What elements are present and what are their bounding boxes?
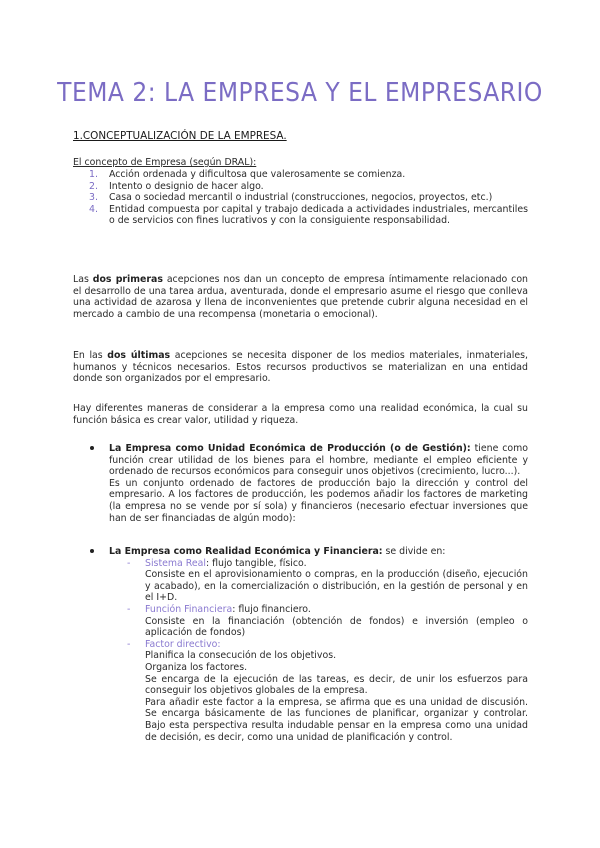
sub-item-detail: Se encarga de la ejecución de las tareas, es decir, de unir los esfuerzos para conseguir los objetivos globales de la empresa. (145, 673, 528, 697)
sub-item-label: Función Financiera (145, 603, 233, 615)
list-number: 2. (89, 180, 98, 192)
list-item (73, 204, 528, 227)
paragraph-dos-ultimas (73, 350, 528, 385)
sub-item-text: : flujo tangible, físico. (205, 557, 307, 569)
list-item-text: Entidad compuesta por capital y trabajo dedicada a actividades industriales, mercantiles o de servicios con fines lucrativos y con la consiguiente responsabilidad. (109, 203, 528, 227)
list-item-text: Casa o sociedad mercantil o industrial (construcciones, negocios, proyectos, etc.) (109, 192, 493, 204)
list-item-text: Intento o designio de hacer algo. (109, 180, 264, 192)
list-item-text: Acción ordenada y dificultosa que valerosamente se comienza. (109, 169, 406, 180)
bullet-icon (90, 549, 94, 553)
bullet-realidad-financiera (73, 546, 528, 743)
paragraph-bold: dos últimas (107, 350, 171, 361)
dash-marker: - (127, 557, 131, 569)
sub-item-sistema-real (109, 558, 528, 604)
sub-item-detail: Planifica la consecución de los objetivos. (145, 650, 337, 662)
bullet-heading: La Empresa como Unidad Económica de Producción (o de Gestión): (109, 443, 471, 454)
dash-marker: - (127, 603, 131, 615)
bullet-heading: La Empresa como Realidad Económica y Financiera: (109, 546, 383, 557)
paragraph-realidad-economica: Hay diferentes maneras de considerar a la empresa como una realidad económica, la cual su función básica es crear valor, utilidad y riqueza. (73, 403, 528, 426)
bullet-text: tiene como función crear utilidad de los bienes para el hombre, mediante el empleo eficiente y ordenado de recursos económicos para conseguir unos objetivos (crecimiento, lucro...). (109, 443, 529, 478)
sub-item-label: Factor directivo: (145, 638, 221, 650)
sub-item-detail: Consiste en el aprovisionamiento o compras, en la producción (diseño, ejecución y acabado), en la comercialización o distribución, en la gestión de personal y en el I+D. (145, 569, 528, 604)
bullet-icon (90, 446, 94, 450)
paragraph-text: En las (73, 350, 108, 361)
sub-item-text: : flujo financiero. (232, 603, 311, 615)
sub-item-funcion-financiera (109, 604, 528, 639)
paragraph-bold: dos primeras (92, 274, 163, 285)
paragraph-dos-primeras (73, 274, 528, 320)
bullet-text: Es un conjunto ordenado de factores de producción bajo la dirección y control del empresario. A los factores de producción, les podemos añadir los factores de marketing (la empresa no se vende por sí sola) y financieros (necesario efectuar inversiones que han de ser financiadas de algún modo): (109, 477, 528, 524)
list-number: 4. (89, 203, 98, 215)
list-number: 1. (89, 169, 98, 180)
list-item (73, 181, 528, 193)
sub-item-label: Sistema Real (145, 557, 206, 569)
list-number: 3. (89, 192, 98, 204)
sub-item-detail: Para añadir este factor a la empresa, se afirma que es una unidad de discusión. Se encarga básicamente de las funciones de planificar, organizar y controlar. Bajo esta perspectiva resulta indudable pensar en la empresa como una unidad de decisión, es decir, como una unidad de planificación y control. (145, 696, 528, 743)
concept-heading: El concepto de Empresa (según DRAL): (73, 157, 257, 168)
bullet-text: se divide en: (382, 546, 446, 557)
sub-item-detail: Organiza los factores. (145, 661, 248, 673)
paragraph-text: acepciones nos dan un concepto de empresa íntimamente relacionado con el desarrollo de una tarea ardua, aventurada, donde el empresario asume el riesgo que conlleva una actividad de azarosa y llena de inconvenientes que pretende cubrir alguna necesidad en el mercado a cambio de una recompensa (monetaria o emocional). (73, 274, 528, 320)
sub-item-factor-directivo (109, 639, 528, 743)
concept-list (73, 169, 528, 227)
sub-item-detail: Consiste en la financiación (obtención de fondos) e inversión (empleo o aplicación de fondos) (145, 615, 528, 639)
paragraph-text: acepciones se necesita disponer de los medios materiales, inmateriales, humanos y técnicos necesarios. Estos recursos productivos se materializan en una entidad donde son organizados por el empresario. (73, 350, 528, 385)
bullet-unidad-economica (73, 443, 528, 524)
dash-marker: - (127, 638, 131, 650)
list-item (73, 192, 528, 204)
page-title: TEMA 2: LA EMPRESA Y EL EMPRESARIO (57, 78, 543, 108)
paragraph-text: Las (73, 274, 93, 285)
list-item (73, 169, 528, 181)
section-heading: 1.CONCEPTUALIZACIÓN DE LA EMPRESA. (73, 130, 287, 142)
